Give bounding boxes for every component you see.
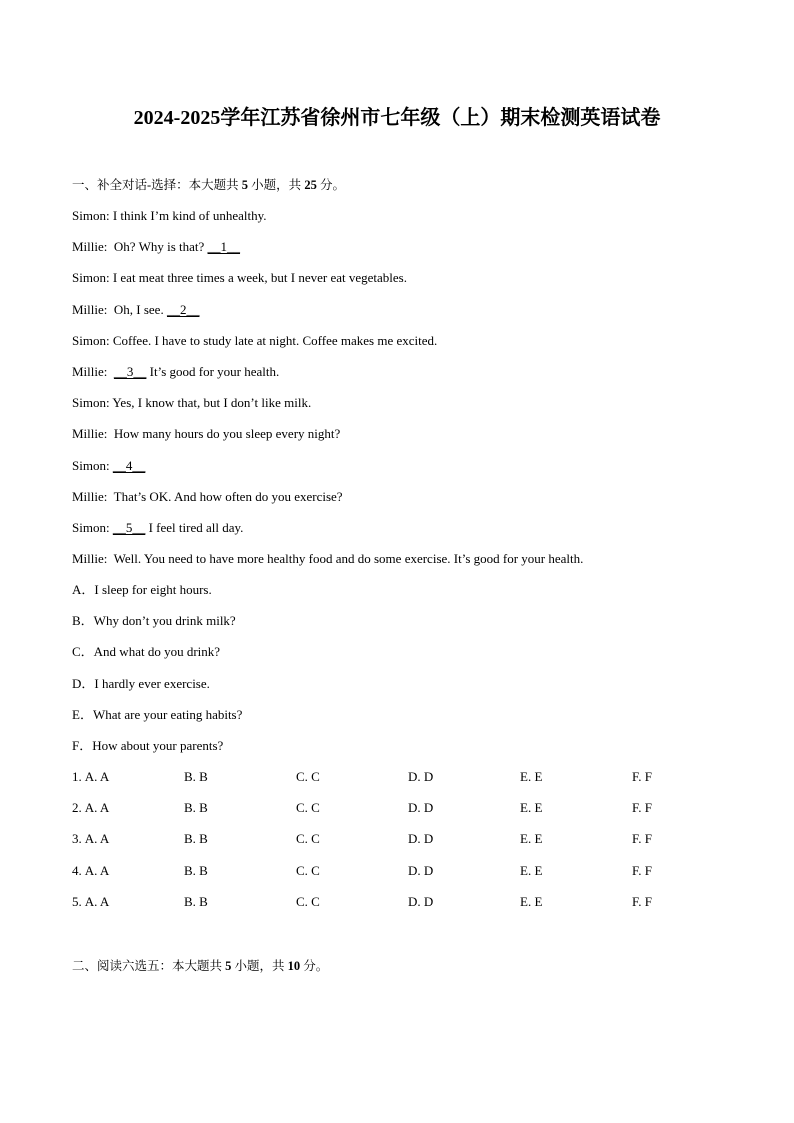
line-text: I think I’m kind of unhealthy. (109, 208, 267, 223)
choice-option[interactable]: C. C (296, 893, 320, 909)
option-letter: E． (72, 706, 93, 722)
section-1-suffix: 分。 (316, 178, 345, 192)
section-2-score: 10 (287, 959, 301, 973)
choice-option[interactable]: B. B (184, 831, 208, 847)
choice-option[interactable]: C. C (296, 862, 320, 878)
choice-option[interactable]: B. B (184, 893, 208, 909)
speaker: Millie: (72, 488, 108, 504)
section-2-heading (72, 957, 328, 975)
speaker: Millie: (72, 239, 108, 255)
line-text: Coffee. I have to study late at night. Coffee makes me excited. (109, 332, 438, 348)
section-1-count: 5 (241, 178, 249, 192)
dialogue-line (72, 550, 583, 568)
option-letter: A． (72, 582, 95, 597)
choice-label: A. A (84, 769, 110, 784)
choice-option[interactable]: B. B (184, 862, 208, 878)
dialogue-line (72, 301, 199, 319)
choice-label: A. A (84, 862, 110, 878)
dialogue-line (72, 425, 340, 443)
answer-row (72, 799, 732, 817)
section-2-prefix: 二、阅读六选五：本大题共 (72, 959, 226, 973)
choice-option[interactable]: F. F (632, 769, 652, 784)
section-2-count: 5 (225, 959, 232, 973)
choice-option[interactable]: C. C (296, 831, 320, 847)
line-text: Yes, I know that, but I don’t like milk. (109, 395, 312, 411)
option-letter: C． (72, 644, 94, 660)
choice-option[interactable]: F. F (632, 893, 652, 909)
question-number: 4. (72, 862, 82, 878)
question-number: 5. (72, 893, 82, 909)
line-text: Oh, I see. (107, 301, 167, 317)
choice-option[interactable]: D. D (408, 800, 434, 816)
option-item (72, 612, 236, 630)
page-title: 2024-2025学年江苏省徐州市七年级（上）期末检测英语试卷 (133, 107, 661, 129)
option-text: I hardly ever exercise. (94, 675, 210, 691)
question-number: 1. (72, 769, 82, 784)
choice-option[interactable]: B. B (184, 800, 208, 816)
option-item (72, 706, 242, 724)
choice-option[interactable]: F. F (632, 800, 652, 816)
speaker: Simon: (72, 457, 110, 473)
option-text: How about your parents? (92, 738, 224, 753)
question-number: 3. (72, 831, 82, 847)
choice-option[interactable] (72, 862, 109, 880)
speaker: Simon: (72, 332, 110, 348)
choice-label: A. A (84, 893, 110, 909)
dialogue-line (72, 238, 240, 256)
choice-option[interactable]: C. C (296, 769, 320, 784)
section-1-middle: 小题，共 (248, 178, 305, 192)
section-2-middle: 小题，共 (231, 959, 288, 973)
choice-label: A. A (84, 831, 110, 847)
choice-option[interactable] (72, 768, 109, 786)
dialogue-line (72, 363, 279, 381)
line-text: Oh? Why is that? (107, 239, 208, 255)
answer-blank: __3__ (113, 364, 147, 379)
section-1-prefix: 一、补全对话-选择：本大题共 (72, 178, 242, 192)
choice-option[interactable]: E. E (520, 769, 543, 784)
option-text: I sleep for eight hours. (94, 582, 212, 597)
speaker: Millie: (72, 426, 108, 442)
answer-blank: __2__ (166, 301, 200, 317)
answer-row (72, 893, 732, 911)
choice-option[interactable]: D. D (408, 769, 434, 784)
answer-blank: __5__ (112, 520, 146, 535)
speaker: Simon: (72, 208, 110, 223)
dialogue-line (72, 269, 407, 287)
choice-option[interactable]: D. D (408, 862, 434, 878)
choice-option[interactable] (72, 830, 109, 848)
choice-option[interactable]: E. E (520, 862, 543, 878)
choice-option[interactable]: B. B (184, 769, 208, 784)
option-item (72, 737, 223, 755)
section-2-suffix: 分。 (300, 959, 329, 973)
speaker: Simon: (72, 270, 110, 286)
dialogue-line (72, 394, 311, 412)
line-text: That’s OK. And how often do you exercise? (107, 488, 343, 504)
choice-option[interactable] (72, 893, 109, 911)
line-text-after: I feel tired all day. (145, 520, 244, 535)
dialogue-line (72, 519, 243, 537)
dialogue-line (72, 207, 267, 225)
section-1-heading (72, 176, 345, 194)
line-text: I eat meat three times a week, but I never eat vegetables. (109, 270, 407, 286)
answer-blank: __4__ (112, 457, 146, 473)
option-letter: B． (72, 613, 94, 629)
option-item (72, 675, 210, 693)
answer-row (72, 830, 732, 848)
dialogue-line (72, 488, 343, 506)
option-text: And what do you drink? (93, 644, 221, 660)
line-text-after: It’s good for your health. (146, 364, 280, 379)
speaker: Millie: (72, 551, 108, 567)
answer-row (72, 768, 732, 786)
speaker: Millie: (72, 301, 108, 317)
section-1-score: 25 (304, 178, 317, 192)
speaker: Simon: (72, 520, 110, 535)
choice-option[interactable]: D. D (408, 831, 434, 847)
choice-option[interactable]: F. F (632, 831, 652, 847)
choice-option[interactable]: E. E (520, 800, 543, 816)
line-text: How many hours do you sleep every night? (107, 426, 341, 442)
question-number: 2. (72, 800, 82, 816)
option-item (72, 643, 220, 661)
choice-label: A. A (84, 800, 110, 816)
choice-option[interactable] (72, 799, 109, 817)
dialogue-line (72, 457, 145, 475)
choice-option[interactable]: E. E (520, 831, 543, 847)
option-text: Why don’t you drink milk? (93, 613, 236, 629)
choice-option[interactable]: D. D (408, 893, 434, 909)
choice-option[interactable]: C. C (296, 800, 320, 816)
speaker: Millie: (72, 364, 108, 379)
choice-option[interactable]: F. F (632, 862, 652, 878)
option-letter: D． (72, 675, 95, 691)
speaker: Simon: (72, 395, 110, 411)
option-text: What are your eating habits? (92, 706, 243, 722)
dialogue-line (72, 332, 437, 350)
line-text: Well. You need to have more healthy food and do some exercise. It’s good for your health. (107, 551, 584, 567)
option-letter: F． (72, 738, 93, 753)
option-item (72, 581, 212, 599)
choice-option[interactable]: E. E (520, 893, 543, 909)
answer-row (72, 862, 732, 880)
answer-blank: __1__ (207, 239, 241, 255)
